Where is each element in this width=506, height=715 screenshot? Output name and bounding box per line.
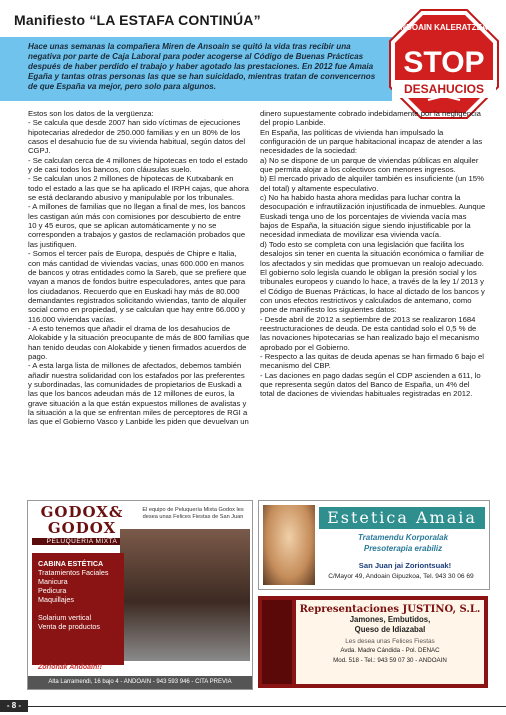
article-column-left: Estos son los datos de la vergüenza: - Se calcula que desde 2007 han sido víctimas de ejecuciones hipotecarias alrededor de 250.000 familias y en un 80% de los casos el desahucio fue de su vivienda habitual, según datos del CGPJ. - Se calculan cerca de 4 millones de hipotecas en todo el estado y de casi todos los bancos, con cláusulas suelo. - Se calculan unos 2 millones de hipotecas de Kutxabank en todo el estado a las que se ha aplicado el IRPH cajas, que ahora se está declarando abusivo y manipulable por los tribunales. - A millones de familias que no llegan a final de mes, los bancos les castigan aún más con comisiones por descubierto de entre 10 y 45 euros, que se aplican automáticamente y no se corresponden a trabajos y gastos de reclamación probados que las justifiquen. - Somos el tercer país de Europa, después de Chipre e Italia, con más cantidad de viviendas vacias, unas 600.000 en manos de bancos y otras entidades como la Sareb, que se prefiere que vayan a manos de fondos buitre especuladores, antes que para los ciudadanos. Recuerdo que en Euskadi hay más de 80.000 demandantes registrados solicitando viviendas, tanto de alquiler social como en propiedad, y se calculan que hay entre 66.000 y 116.000 viviendas vacías. - A esto tenemos que añadir el drama de los desahucios de Alokabide y la situación preocupante de más de 800 familias que han tenido deudas con Alokabide y tienen firmados acuerdos de pago. - A esta larga lista de millones de afectados, debemos también añadir nuestra solidaridad con los estafados por las preferentes y subordinadas, las comunidades de propietarios de Euskadi a las que los bancos adeudan más de 12 millones de euros, la grave situación a la que están expuestos millones de avalistas y la situación a la que se enfrentan miles de perceptores de RGI a las que el Gobierno Vasco y Lanbide les piden que devuelvan un [28,109,250,427]
justino-address: Mod. 518 - Tel.: 943 59 07 30 - ANDOAIN [333,657,447,664]
justino-name: Representaciones JUSTINO, S.L. [299,604,481,615]
article-column-right: dinero supuestamente cobrado indebidamente por la negligencia del propio Lanbide. En España, las políticas de vivienda han impulsado la configuración de un parque habitacional incapaz de atender a las necesidades de la sociedad: a) No se dispone de un parque de viviendas públicas en alquiler que permita alojar a los colectivos con menores ingresos. b) El mercado privado de alquiler también es insuficiente (un 15% del total) y altamente especulativo. c) No ha habido hasta ahora medidas para luchar contra la desocupación e infrautilización injustificada de inmuebles. Aunque Euskadi tenga uno de los porcentajes de vivienda vacía mas bajos de España, la situación sigue siendo injustificable por la necesidad inmediata de movilizar esa vivienda vacía. d) Todo esto se completa con una legislación que facilita los desalojos sin tener en cuenta la situación económica o familiar de los afectados y sin medidas que promuevan un realojo adecuado. El gobierno solo legisla cuando le obligan la presión social y los tribunales europeos y cuando lo hace, a través de la ley 1/ 2013 y el Código de Buenas Prácticas, lo hace al dictado de los bancos y con unos efectos restrictivos y calculados de antemano, como pone de manifiesto los siguientes datos: - Desde abril de 2012 a septiembre de 2013 se realizaron 1684 reestructuraciones de deuda. De esta cantidad solo el 0,5 % de las novaciones hipotecarias se han realizado bajo el mecanismo aprobado por el Gobierno. - Respecto a las quitas de deuda apenas se han firmado 6 bajo el mecanismo del CBP. - Las daciones en pago dadas según el CDP ascienden a 611, lo que representa según datos del Banco de España, un 4% del total de daciones de viviendas habituales registradas en 2012. [260,109,486,399]
justino-product: Jamones, Embutidos, [349,615,431,624]
page-title: Manifiesto “LA ESTAFA CONTINÚA” [14,12,261,28]
justino-address: Avda. Madre Cándida - Pol. DENAC [340,647,440,654]
stop-arc-text: ANDOAIN KALERATZEAK [394,23,494,32]
model-photo [263,505,315,585]
ad-godox [27,500,253,690]
page-rule [28,706,506,707]
ham-icon [262,600,292,684]
justino-product: Queso de Idiazabal [354,625,426,634]
team-photo [120,529,250,661]
page-number: - 8 - [0,700,28,712]
intro-box [0,37,392,101]
estetica-line1: Tratamendu Korporalak [357,533,449,542]
godox-footer: Alta Larramendi, 16 bajo 4 - ANDOAIN - 943 593 946 - CITA PREVIA [28,676,252,689]
justino-wish: Les desea unas Felices Fiestas [345,638,435,645]
stop-word: STOP [403,46,485,79]
godox-logo: GODOX& GODOX PELUQUERIA MIXTA [32,504,132,540]
estetica-zorion: San Juan jai Zoriontsuak! [358,561,452,570]
estetica-brand: Estetica Amaia [319,507,485,529]
godox-wish: El equipo de Peluquería Mixta Godox les desea unas Felices Fiestas de San Juan [142,507,244,520]
ad-estetica-amaia [258,500,490,590]
ad-justino [258,596,488,688]
zorionak-text: Zorionak Andoain!! [38,664,102,671]
stop-banner: DESAHUCIOS [403,82,485,96]
estetica-line2: Presoterapia erabiliz [363,544,443,553]
estetica-address: C/Mayor 49, Andoain Gipuzkoa, Tel. 943 30 06 69 [328,573,474,580]
services-box: CABINA ESTÉTICA Tratamientos Faciales Manicura Pedicura Maquillajes Solarium vertical Venta de productos [32,553,124,665]
intro-text: Hace unas semanas la compañera Miren de Ansoain se quitó la vida tras recibir una negativa por parte de Caja Laboral para poder acogerse al Código de Buenas Prácticas después de haber perdido el trabajo y haber agotado las prestaciones. En 2012 fue Amaia Egaña y tantas otras personas las que se han suicidado, mientras tratan de convencernos de que España va mejor, pero solo para algunos. [28,42,376,92]
